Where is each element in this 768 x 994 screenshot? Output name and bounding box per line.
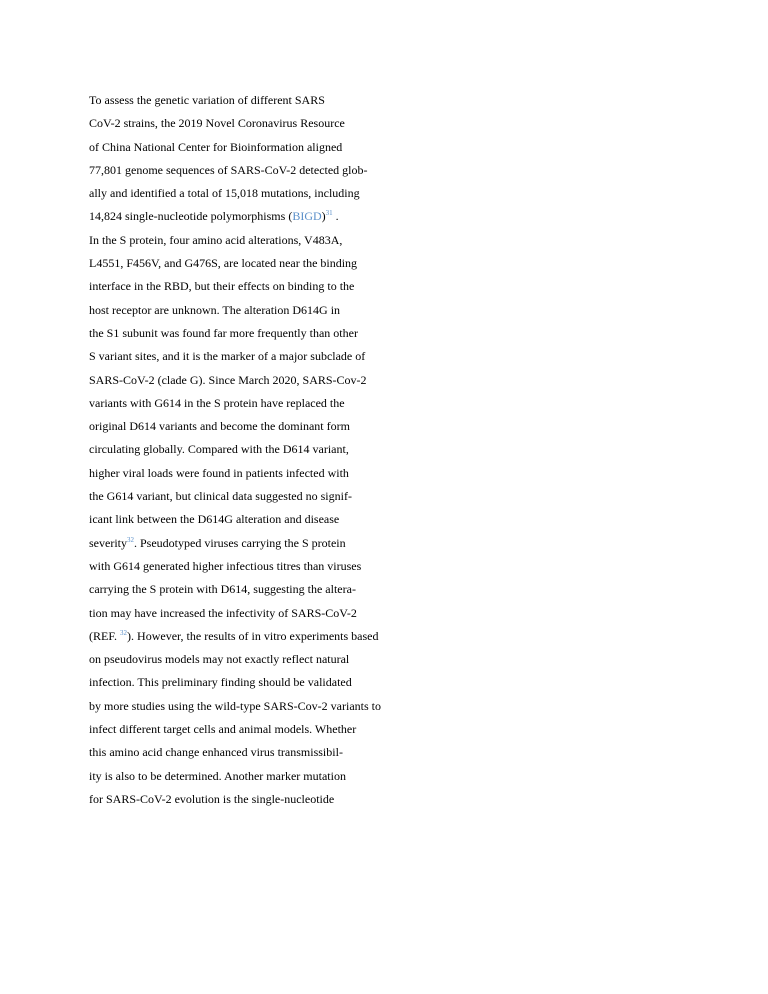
text-line	[89, 695, 419, 718]
text-run: icant link between the D614G alteration and disease	[89, 512, 340, 527]
text-run: for SARS-CoV-2 evolution is the single-nucleotide	[89, 791, 335, 806]
text-run: carrying the S protein with D614, suggesting the altera-	[89, 582, 356, 597]
text-run: on pseudovirus models may not exactly reflect natural	[89, 652, 350, 667]
text-line	[89, 275, 419, 298]
text-run: original D614 variants and become the dominant form	[89, 419, 350, 434]
text-run: ally and identified a total of 15,018 mutations, including	[89, 186, 360, 201]
text-run: infection. This preliminary finding should be validated	[89, 675, 352, 690]
text-run: )	[321, 209, 326, 224]
text-run: ). However, the results of in vitro experiments based	[127, 628, 379, 643]
text-line	[89, 252, 419, 275]
text-line	[89, 322, 419, 345]
text-line	[89, 741, 419, 764]
text-run: To assess the genetic variation of different SARS	[89, 93, 325, 107]
citation-superscript[interactable]: 32	[120, 628, 128, 637]
text-line	[89, 765, 419, 788]
text-line	[89, 625, 419, 648]
text-line	[89, 718, 419, 741]
text-run: CoV-2 strains, the 2019 Novel Coronavirus Resource	[89, 116, 345, 131]
text-run: (REF.	[89, 628, 121, 643]
text-run: . Pseudotyped viruses carrying the S protein	[134, 535, 346, 550]
text-run: this amino acid change enhanced virus transmissibil-	[89, 745, 343, 760]
text-line	[89, 532, 419, 555]
text-line	[89, 205, 419, 228]
text-run: the G614 variant, but clinical data suggested no signif-	[89, 489, 352, 504]
text-line	[89, 182, 419, 205]
text-run: severity	[89, 535, 127, 550]
text-line	[89, 508, 419, 531]
text-line	[89, 415, 419, 438]
text-run: of China National Center for Bioinformation aligned	[89, 139, 343, 154]
body-paragraph	[89, 89, 419, 811]
text-line	[89, 345, 419, 368]
text-run: ity is also to be determined. Another marker mutation	[89, 768, 346, 783]
text-run: .	[332, 209, 339, 224]
reference-link[interactable]: BIGD	[292, 209, 322, 224]
text-run: In the S protein, four amino acid alterations, V483A,	[89, 232, 343, 247]
text-line	[89, 462, 419, 485]
text-run: higher viral loads were found in patients infected with	[89, 465, 349, 480]
text-run: circulating globally. Compared with the D614 variant,	[89, 442, 349, 457]
citation-superscript[interactable]: 31	[325, 209, 333, 218]
text-run: variants with G614 in the S protein have replaced the	[89, 395, 345, 410]
text-run: infect different target cells and animal models. Whether	[89, 722, 357, 737]
text-run: interface in the RBD, but their effects on binding to the	[89, 279, 355, 294]
text-line	[89, 485, 419, 508]
text-run: SARS-CoV-2 (clade G). Since March 2020, SARS-Cov-2	[89, 372, 367, 387]
text-line	[89, 578, 419, 601]
text-line	[89, 159, 419, 182]
text-line	[89, 299, 419, 322]
text-line	[89, 89, 419, 112]
text-run: the S1 subunit was found far more frequently than other	[89, 325, 358, 340]
text-line	[89, 229, 419, 252]
text-line	[89, 788, 419, 811]
text-run: host receptor are unknown. The alteration D614G in	[89, 302, 341, 317]
text-line	[89, 369, 419, 392]
text-line	[89, 671, 419, 694]
text-run: L4551, F456V, and G476S, are located near the binding	[89, 256, 358, 271]
text-run: 77,801 genome sequences of SARS-CoV-2 detected glob-	[89, 162, 368, 177]
text-run: by more studies using the wild-type SARS-Cov-2 variants to	[89, 698, 381, 713]
text-line	[89, 136, 419, 159]
text-line	[89, 602, 419, 625]
text-line	[89, 648, 419, 671]
text-run: 14,824 single-nucleotide polymorphisms (	[89, 209, 293, 224]
citation-superscript[interactable]: 32	[127, 535, 134, 544]
text-run: tion may have increased the infectivity of SARS-CoV-2	[89, 605, 357, 620]
text-line	[89, 438, 419, 461]
text-run: with G614 generated higher infectious titres than viruses	[89, 558, 362, 573]
text-run: S variant sites, and it is the marker of a major subclade of	[89, 349, 366, 364]
text-line	[89, 392, 419, 415]
text-line	[89, 555, 419, 578]
text-line	[89, 112, 419, 135]
